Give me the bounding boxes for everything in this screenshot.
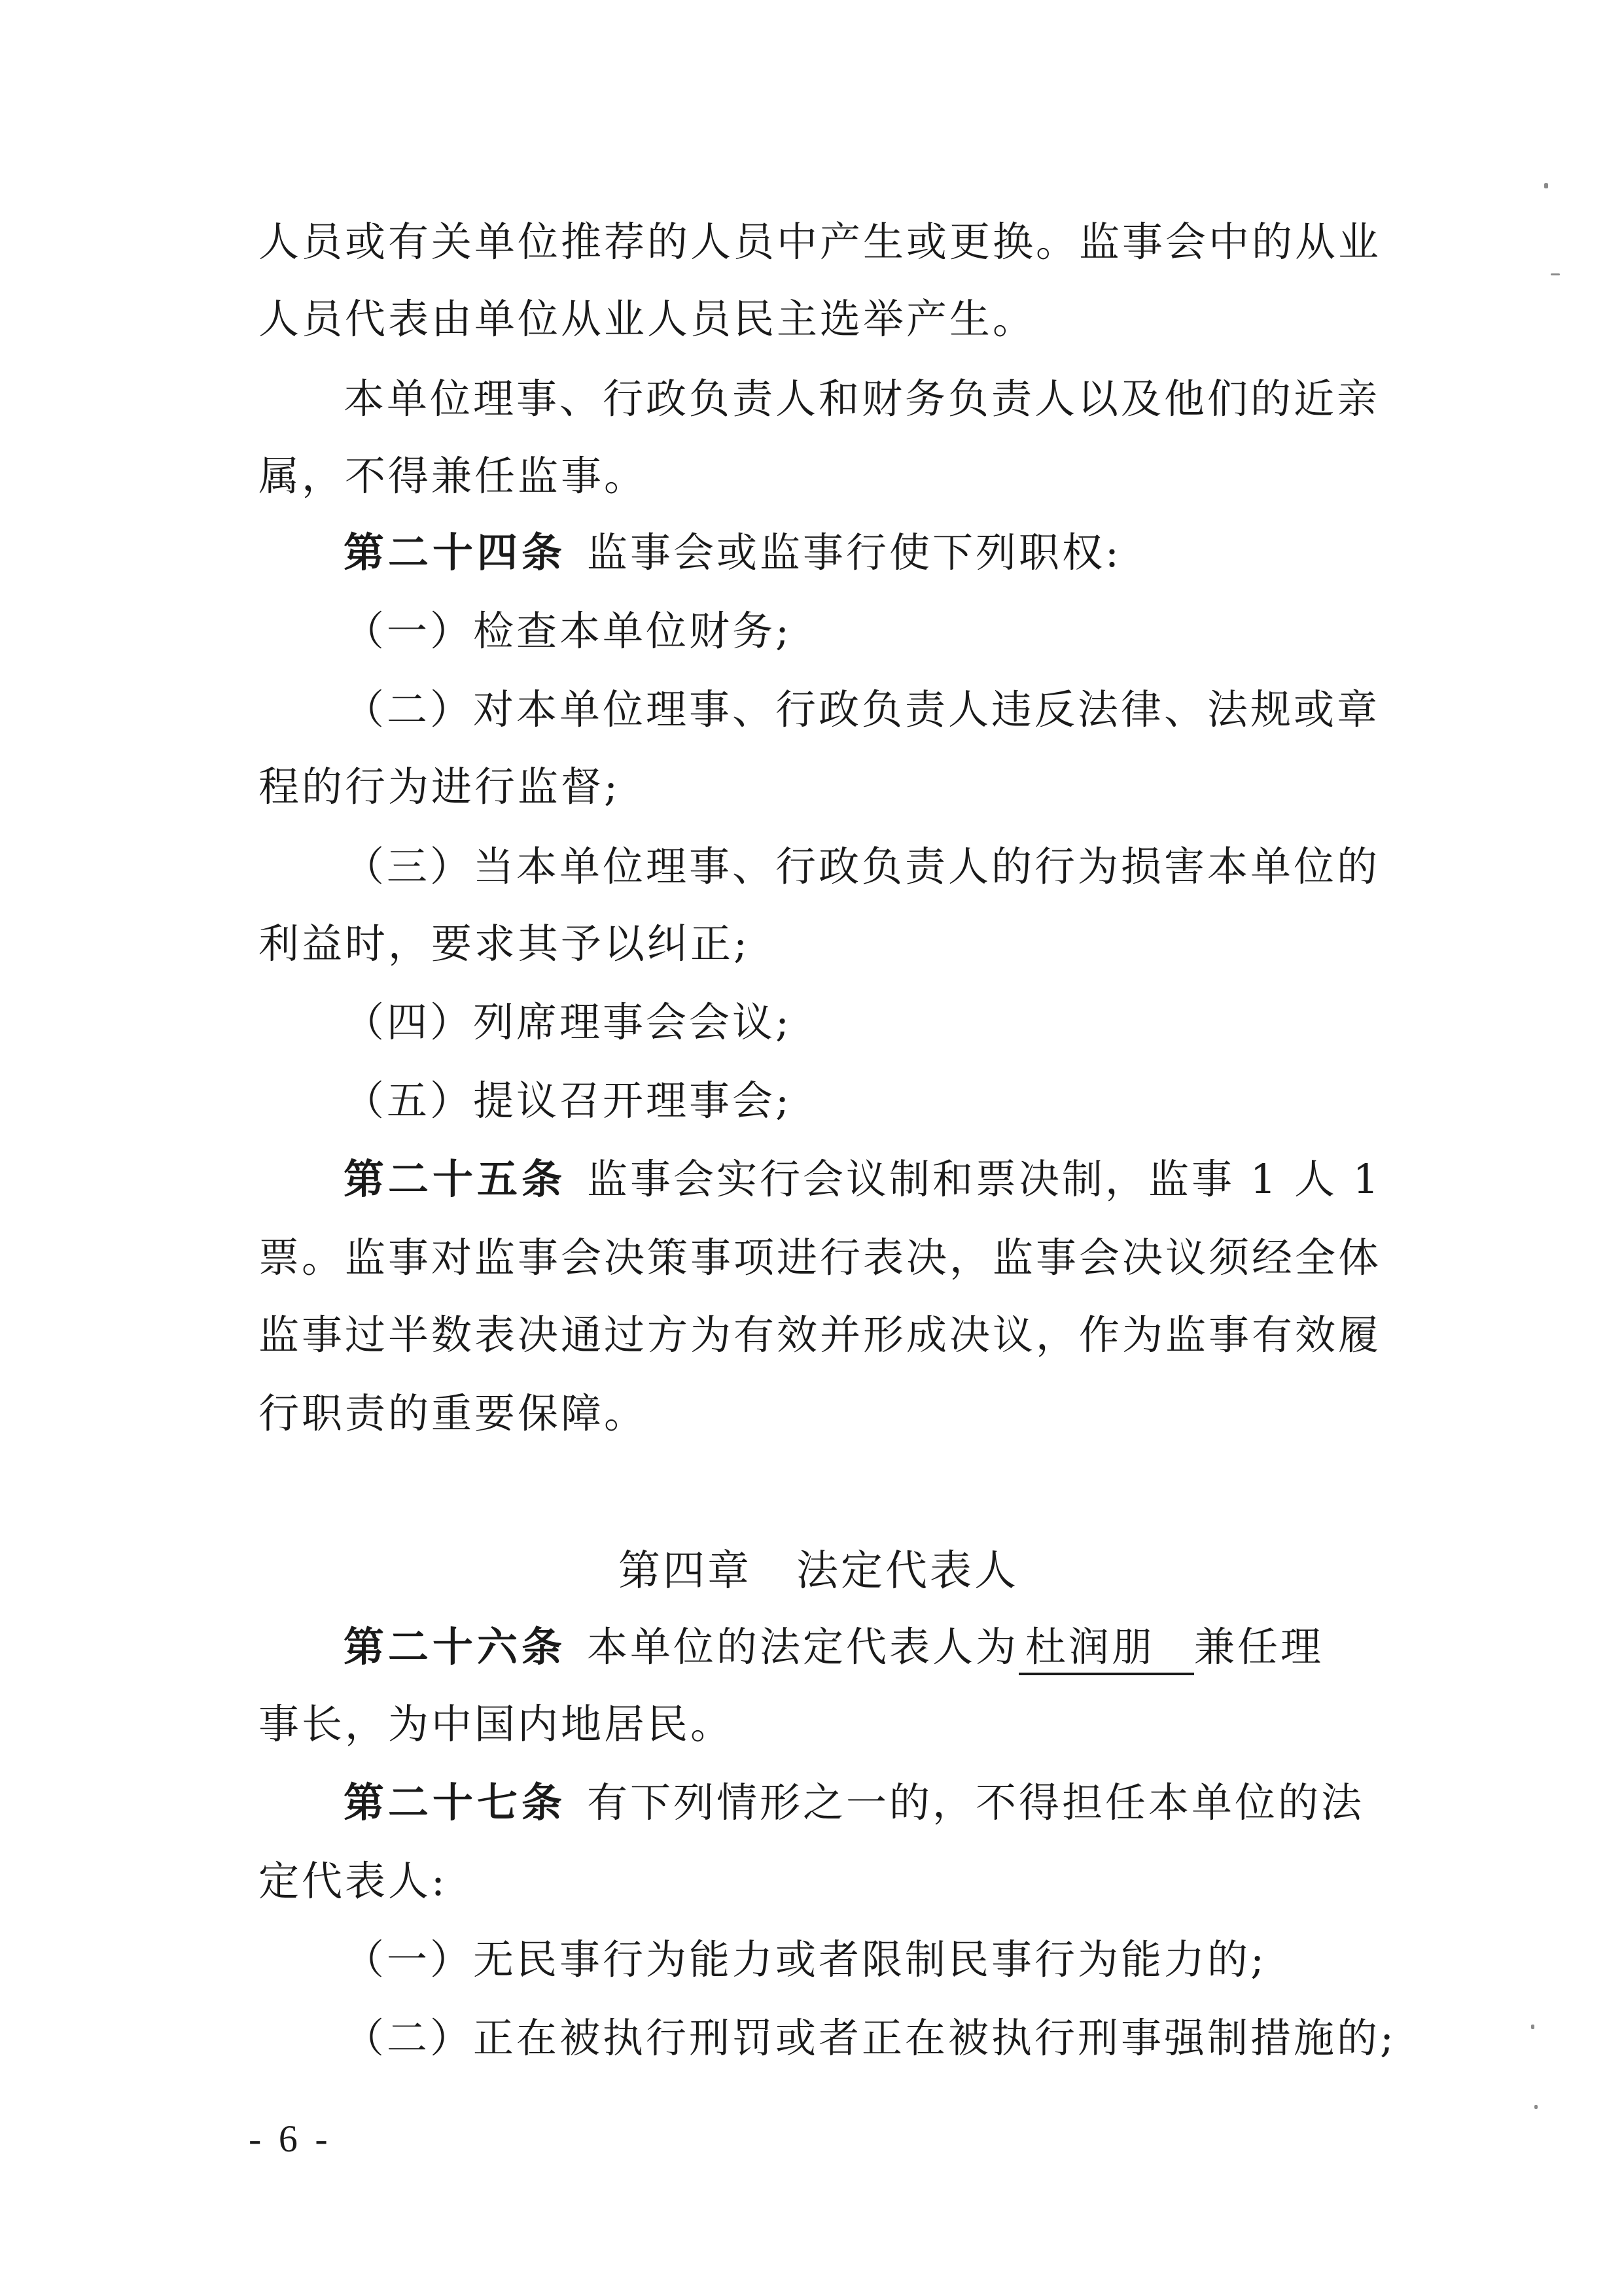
article-26-title: 第二十六条 [344,1623,567,1671]
text-line: 定代表人: [258,1857,448,1905]
text-line: 票。监事对监事会决策事项进行表决，监事会决议须经全体 [258,1234,1382,1281]
text-line: 行职责的重要保障。 [258,1389,648,1437]
legal-representative-name: 杜润朋 [1019,1623,1194,1675]
text-line: 利益时，要求其予以纠正; [258,920,750,967]
article-24-title: 第二十四条 [344,529,567,576]
chapter-heading: 第四章 法定代表人 [618,1547,1019,1595]
list-item: （四）列席理事会会议; [344,998,792,1046]
article-26-text: 本单位的法定代表人为 [587,1623,1019,1671]
list-item: （二）对本单位理事、行政负责人违反法律、法规或章 [344,686,1381,733]
text-line: 人员代表由单位从业人员民主选举产生。 [258,295,1036,343]
article-26-heading [344,1621,1379,1675]
list-item: （三）当本单位理事、行政负责人的行为损害本单位的 [344,843,1381,890]
article-27-text: 有下列情形之一的，不得担任本单位的法 [587,1779,1365,1826]
article-24-text: 监事会或监事行使下列职权: [587,529,1121,576]
text-line: 本单位理事、行政负责人和财务负责人以及他们的近亲 [344,375,1381,423]
text-line: 程的行为进行监督; [258,763,620,810]
text-line: 属，不得兼任监事。 [258,452,648,500]
text-line: 人员或有关单位推荐的人员中产生或更换。监事会中的从业 [258,218,1382,266]
article-24-heading [344,527,1379,579]
article-27-title: 第二十七条 [344,1779,567,1826]
article-26-text-end: 兼任理 [1194,1623,1324,1671]
article-25-title: 第二十五条 [344,1155,567,1203]
list-item: （一）检查本单位财务; [344,607,792,655]
list-item: （五）提议召开理事会; [344,1077,792,1124]
text-line: 监事过半数表决通过方为有效并形成决议，作为监事有效履 [258,1311,1382,1359]
list-item: （二）正在被执行刑罚或者正在被执行刑事强制措施的; [344,2014,1396,2062]
article-27-heading [344,1777,1379,1829]
page-number: - 6 - [249,2117,332,2160]
scan-speck [1544,183,1548,188]
scan-speck [1534,2105,1538,2109]
list-item: （一）无民事行为能力或者限制民事行为能力的; [344,1936,1267,1983]
article-25-text: 监事会实行会议制和票决制，监事 1 人 1 [587,1155,1382,1203]
scan-speck [1531,2025,1534,2029]
scan-speck [1551,273,1560,275]
text-line: 事长，为中国内地居民。 [258,1700,734,1748]
article-25-heading [344,1153,1382,1206]
